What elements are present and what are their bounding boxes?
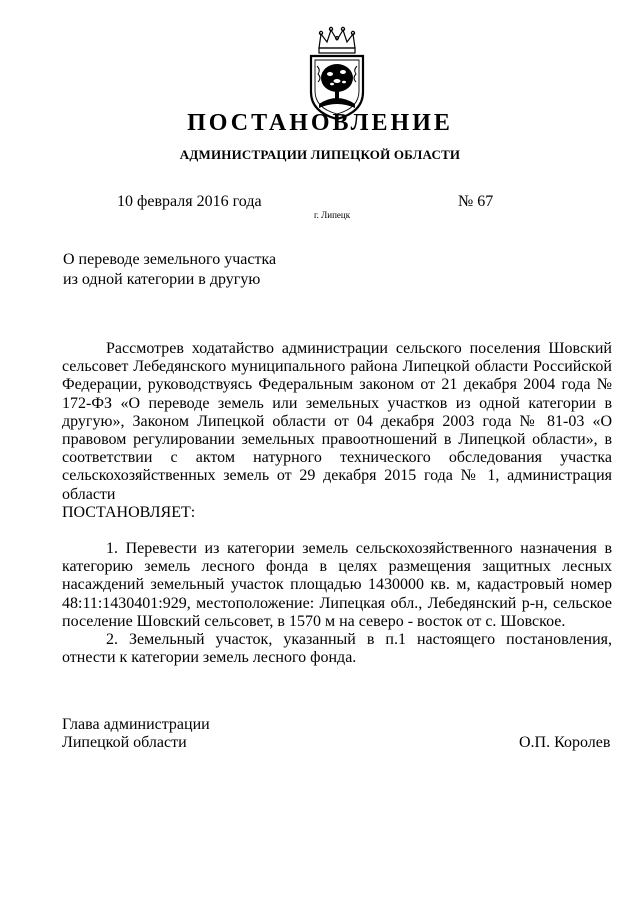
document-number: № 67 [458, 193, 494, 210]
document-date: 10 февраля 2016 года [117, 193, 262, 210]
item-1-paragraph: 1. Перевести из категории земель сельскохозяйственного назначения в категорию земель лесного фонда в целях размещения защитных лесных насаждений земельный участок площадью 1430000 кв. м, кадастровый номер 48:11:1430401:929, местоположение: Липецкая обл., Лебедянский р-н, сельское поселение Шовский сельсовет, в 1570 м на северо - восток от с. Шовское. [62, 540, 612, 630]
document-body [62, 340, 612, 667]
item-2-paragraph: 2. Земельный участок, указанный в п.1 настоящего постановления, отнести к категории земель лесного фонда. [62, 631, 612, 667]
signatory-name: О.П. Королев [519, 734, 611, 751]
document-subtitle: АДМИНИСТРАЦИИ ЛИПЕЦКОЙ ОБЛАСТИ [179, 147, 461, 162]
document-subject [63, 250, 276, 290]
subject-line-2: из одной категории в другую [63, 271, 261, 288]
subject-line-1: О переводе земельного участка [63, 251, 277, 268]
preamble-paragraph: Рассмотрев ходатайство администрации сельского поселения Шовский сельсовет Лебедянского муниципального района Липецкой области Российской Федерации, руководствуясь Федеральным законом от 21 декабря 2004 года № 172-ФЗ «О переводе земель или земельных участков из одной категории в другую», Законом Липецкой области от 04 декабря 2003 года № 81-03 «О правовом регулировании земельных правоотношений в Липецкой области», в соответствии с актом натурного технического обследования участка сельскохозяйственных земель от 29 декабря 2015 года № 1, администрация области [62, 340, 612, 503]
decree-line: ПОСТАНОВЛЯЕТ: [62, 503, 196, 521]
signatory-position-line-1: Глава администрации [62, 716, 210, 733]
signatory-position-line-2: Липецкой области [62, 734, 187, 752]
coat-of-arms-emblem [297, 26, 377, 122]
document-title: ПОСТАНОВЛЕНИЕ [187, 110, 453, 136]
signatory-position [62, 716, 210, 752]
document-place: г. Липецк [314, 210, 351, 220]
